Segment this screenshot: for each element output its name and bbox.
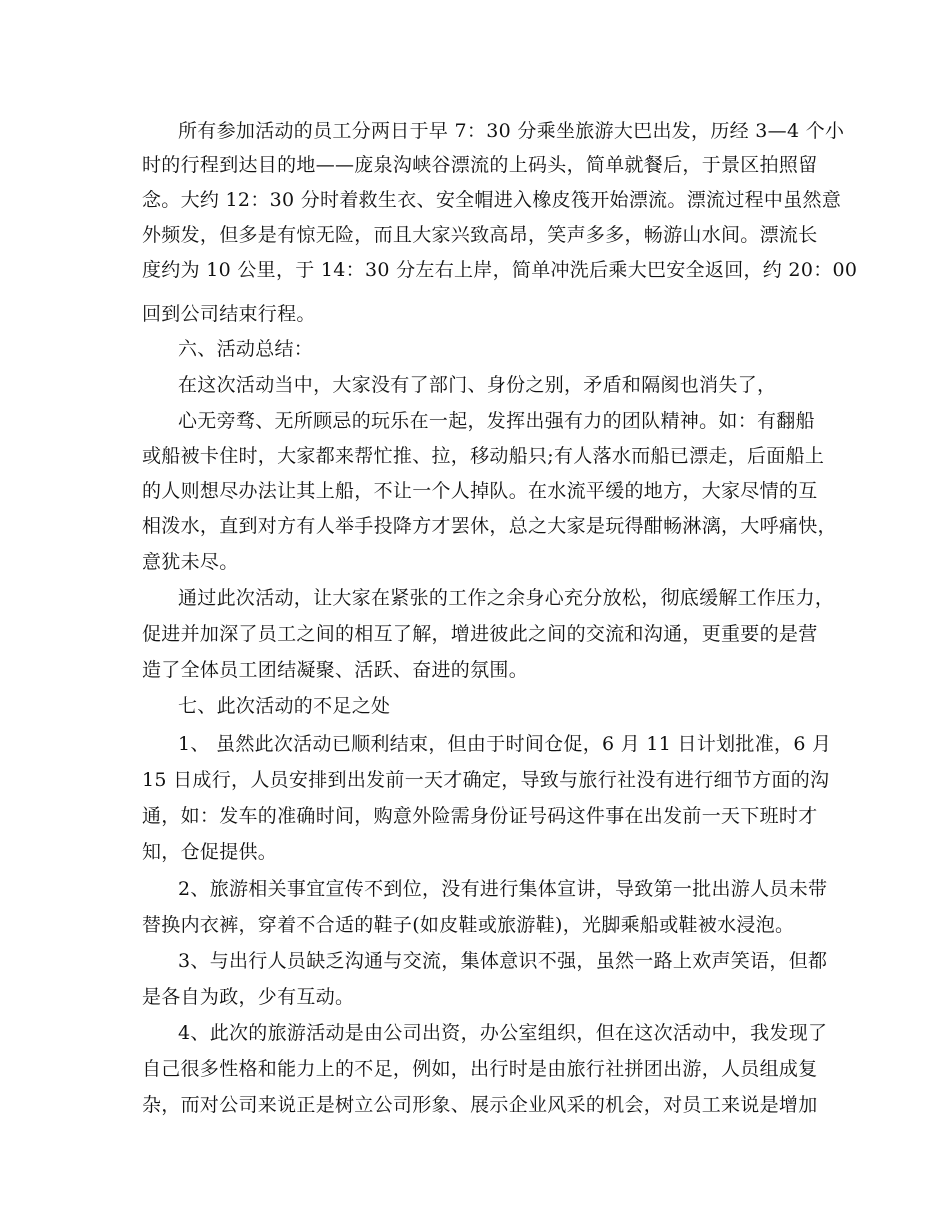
paragraph-line: 促进并加深了员工之间的相互了解，增进彼此之间的交流和沟通，更重要的是营 bbox=[142, 623, 818, 645]
section-heading: 六、活动总结： bbox=[178, 338, 314, 360]
list-item-line: 是各自为政，少有互动。 bbox=[142, 986, 355, 1008]
list-item-line: 1、 虽然此次活动已顺利结束，但由于时间仓促，6 月 11 日计划批准，6 月 bbox=[178, 733, 832, 755]
list-item-line: 15 日成行，人员安排到出发前一天才确定，导致与旅行社没有进行细节方面的沟 bbox=[142, 769, 830, 791]
list-item-line: 知，仓促提供。 bbox=[142, 841, 278, 863]
paragraph-line: 的人则想尽办法让其上船，不让一个人掉队。在水流平缓的地方，大家尽情的互 bbox=[142, 480, 818, 502]
paragraph-line: 回到公司结束行程。 bbox=[142, 303, 316, 325]
paragraph-line: 所有参加活动的员工分两日于早 7：30 分乘坐旅游大巴出发，历经 3—4 个小 bbox=[178, 120, 845, 142]
paragraph-line: 造了全体员工团结凝聚、活跃、奋进的氛围。 bbox=[142, 659, 529, 681]
paragraph-line: 相泼水，直到对方有人举手投降方才罢休，总之大家是玩得酣畅淋漓，大呼痛快， bbox=[142, 515, 837, 537]
list-item-line: 通，如：发车的准确时间，购意外险需身份证号码这件事在出发前一天下班时才 bbox=[142, 805, 818, 827]
paragraph-line: 或船被卡住时，大家都来帮忙推、拉，移动船只;有人落水而船已漂走，后面船上 bbox=[142, 445, 825, 467]
paragraph-line: 外频发，但多是有惊无险，而且大家兴致高昂，笑声多多，畅游山水间。漂流长 bbox=[142, 224, 818, 246]
paragraph-line: 意犹未尽。 bbox=[142, 551, 239, 573]
list-item-line: 2、旅游相关事宜宣传不到位，没有进行集体宣讲，导致第一批出游人员未带 bbox=[178, 878, 828, 900]
paragraph-line: 通过此次活动，让大家在紧张的工作之余身心充分放松，彻底缓解工作压力， bbox=[178, 587, 835, 609]
list-item-line: 4、此次的旅游活动是由公司出资，办公室组织，但在这次活动中，我发现了 bbox=[178, 1022, 828, 1044]
paragraph-line: 时的行程到达目的地——庞泉沟峡谷漂流的上码头，简单就餐后，于景区拍照留 bbox=[142, 154, 818, 176]
paragraph-line: 在这次活动当中，大家没有了部门、身份之别，矛盾和隔阂也消失了， bbox=[178, 374, 777, 396]
paragraph-line: 心无旁骛、无所顾忌的玩乐在一起，发挥出强有力的团队精神。如：有翻船 bbox=[178, 410, 815, 432]
section-heading: 七、此次活动的不足之处 bbox=[178, 695, 391, 717]
paragraph-line: 念。大约 12：30 分时着救生衣、安全帽进入橡皮筏开始漂流。漂流过程中虽然意 bbox=[142, 189, 842, 211]
list-item-line: 3、与出行人员缺乏沟通与交流，集体意识不强，虽然一路上欢声笑语，但都 bbox=[178, 950, 828, 972]
paragraph-line: 度约为 10 公里，于 14：30 分左右上岸，简单冲洗后乘大巴安全返回，约 20：00 bbox=[142, 259, 858, 281]
list-item-line: 杂，而对公司来说正是树立公司形象、展示企业风采的机会，对员工来说是增加 bbox=[142, 1094, 818, 1116]
list-item-line: 替换内衣裤，穿着不合适的鞋子(如皮鞋或旅游鞋)，光脚乘船或鞋被水浸泡。 bbox=[142, 914, 795, 936]
list-item-line: 自己很多性格和能力上的不足，例如，出行时是由旅行社拼团出游，人员组成复 bbox=[142, 1058, 818, 1080]
